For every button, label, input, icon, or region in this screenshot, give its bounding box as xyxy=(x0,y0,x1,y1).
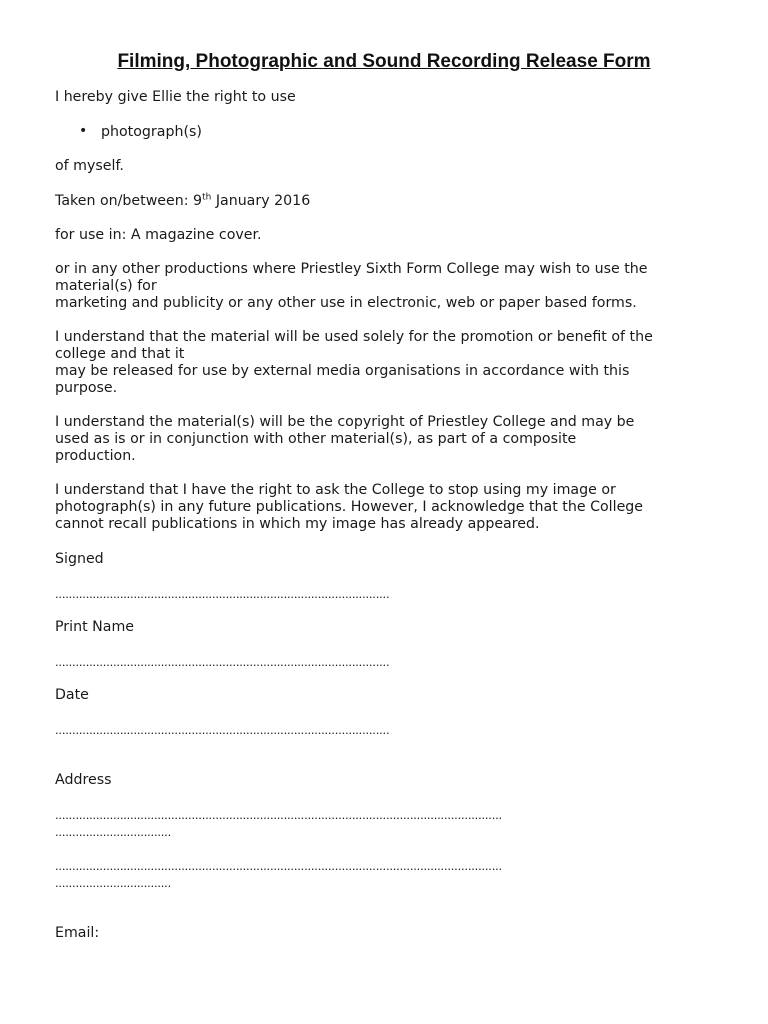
taken-suffix: January 2016 xyxy=(211,193,311,209)
address-field-line1-continued[interactable]: .................................. xyxy=(55,824,172,839)
taken-date-text xyxy=(55,193,715,210)
para1-line2: material(s) for xyxy=(55,278,157,294)
para2-line3: may be released for use by external media organisations in accordance with this xyxy=(55,363,630,379)
paragraph-productions xyxy=(55,261,715,312)
use-in-text: for use in: A magazine cover. xyxy=(55,227,262,243)
date-label: Date xyxy=(55,687,89,703)
taken-prefix: Taken on/between: 9 xyxy=(55,193,203,209)
para1-line3: marketing and publicity or any other use in electronic, web or paper based forms. xyxy=(55,295,637,311)
taken-sup: th xyxy=(202,192,212,203)
email-label: Email: xyxy=(55,925,100,941)
para2-line4: purpose. xyxy=(55,380,118,396)
of-myself-text: of myself. xyxy=(55,158,124,174)
intro-text: I hereby give Ellie the right to use xyxy=(55,89,296,105)
para3-line1: I understand the material(s) will be the copyright of Priestley College and may be xyxy=(55,414,635,430)
address-label: Address xyxy=(55,772,112,788)
bullet-icon: • xyxy=(79,123,88,139)
para3-line3: production. xyxy=(55,448,136,464)
address-field-line2[interactable]: ................................................................................................................................... xyxy=(55,858,502,873)
para3-line2: used as is or in conjunction with other material(s), as part of a composite xyxy=(55,431,577,447)
bullet-item: photograph(s) xyxy=(101,124,202,140)
signed-field[interactable]: .................................................................................................. xyxy=(55,586,390,601)
paragraph-copyright xyxy=(55,414,715,465)
paragraph-promotion xyxy=(55,329,715,397)
address-field-line2-continued[interactable]: .................................. xyxy=(55,875,172,890)
para2-line2: college and that it xyxy=(55,346,185,362)
para2-line1: I understand that the material will be used solely for the promotion or benefit of the xyxy=(55,329,653,345)
date-field[interactable]: .................................................................................................. xyxy=(55,722,390,737)
paragraph-rights xyxy=(55,482,715,533)
print-name-label: Print Name xyxy=(55,619,135,635)
address-field-line1[interactable]: ................................................................................................................................... xyxy=(55,807,502,822)
form-title: Filming, Photographic and Sound Recording Release Form xyxy=(117,51,651,72)
para4-line2: photograph(s) in any future publications. However, I acknowledge that the College xyxy=(55,499,644,515)
para4-line3: cannot recall publications in which my image has already appeared. xyxy=(55,516,540,532)
para1-line1: or in any other productions where Priestley Sixth Form College may wish to use the xyxy=(55,261,648,277)
print-name-field[interactable]: .................................................................................................. xyxy=(55,654,390,669)
para4-line1: I understand that I have the right to ask the College to stop using my image or xyxy=(55,482,616,498)
signed-label: Signed xyxy=(55,551,104,567)
